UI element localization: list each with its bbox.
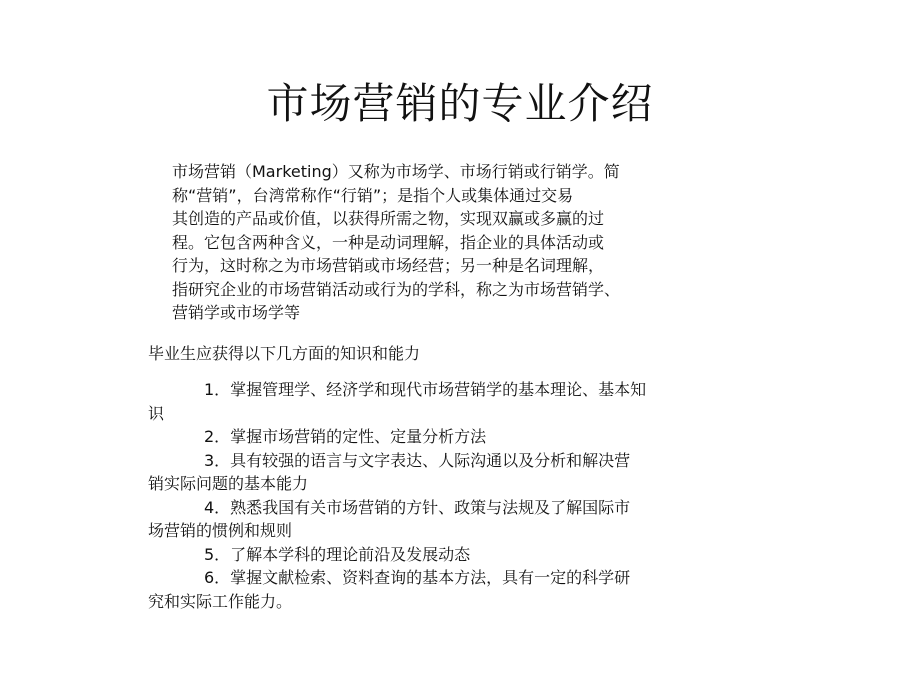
list-item: 6．掌握文献检索、资料查询的基本方法，具有一定的科学研 [204, 568, 631, 587]
ability-list [148, 378, 748, 613]
intro-line: 营销学或市场学等 [172, 303, 301, 322]
intro-paragraph [172, 160, 720, 325]
intro-line: 行为，这时称之为市场营销或市场经营；另一种是名词理解， [172, 256, 605, 275]
slide-title: 市场营销的专业介绍 [266, 79, 654, 128]
list-item: 5．了解本学科的理论前沿及发展动态 [204, 544, 471, 564]
intro-line: 程。它包含两种含义，一种是动词理解，指企业的具体活动或 [172, 232, 605, 252]
list-item-continuation: 究和实际工作能力。 [148, 591, 293, 611]
list-item: 2．掌握市场营销的定性、定量分析方法 [204, 427, 487, 446]
list-item: 4．熟悉我国有关市场营销的方针、政策与法规及了解国际市 [204, 497, 631, 517]
list-item-continuation: 场营销的惯例和规则 [148, 521, 293, 540]
intro-line: 指研究企业的市场营销活动或行为的学科，称之为市场营销学、 [172, 279, 621, 299]
intro-line: 其创造的产品或价值，以获得所需之物，实现双赢或多赢的过 [172, 209, 605, 228]
section-subheading: 毕业生应获得以下几方面的知识和能力 [148, 344, 421, 363]
intro-line: 市场营销（Marketing）又称为市场学、市场行销或行销学。简 [172, 162, 620, 181]
list-item: 3．具有较强的语言与文字表达、人际沟通以及分析和解决营 [204, 450, 631, 470]
list-item-continuation: 识 [148, 403, 165, 423]
list-item: 1．掌握管理学、经济学和现代市场营销学的基本理论、基本知 [204, 380, 647, 399]
intro-line: 称“营销”，台湾常称作“行销”；是指个人或集体通过交易 [172, 185, 574, 205]
list-item-continuation: 销实际问题的基本能力 [148, 474, 309, 493]
